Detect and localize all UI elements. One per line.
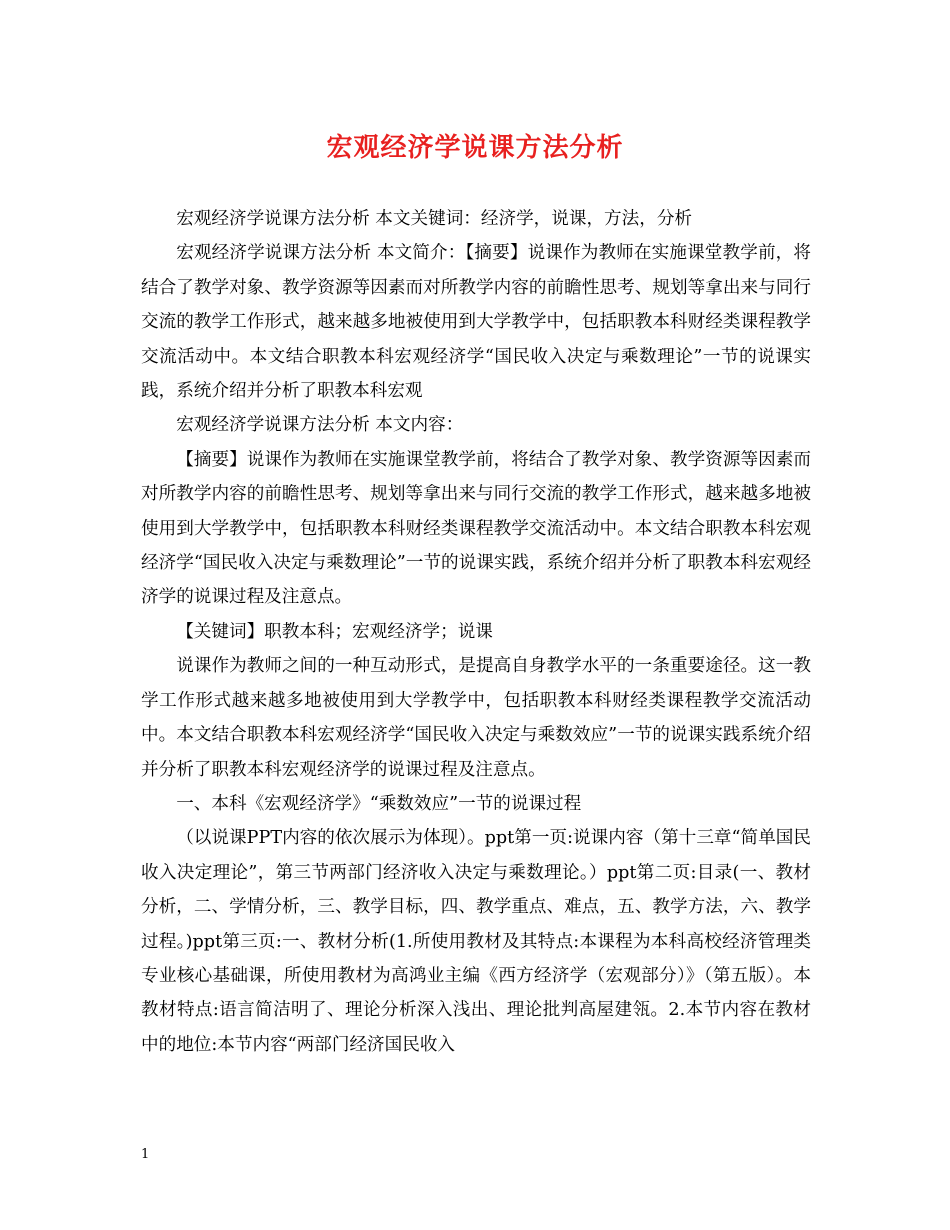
paragraph-ppt-outline: （以说课PPT内容的依次展示为体现）。ppt第一页:说课内容（第十三章“简单国民收入决定理论”，第三节两部门经济收入决定与乘数理论。）ppt第二页:目录(一、教材分析，二、学情分析，三、教学目标，四、教学重点、难点，五、教学方法，六、教学过程。)ppt第三页:一、教材分析(1.所使用教材及其特点:本课程为本科高校经济管理类专业核心基础课，所使用教材为高鸿业主编《西方经济学（宏观部分）》（第五版）。本教材特点:语言简洁明了、理论分析深入浅出、理论批判高屋建瓴。2.本节内容在教材中的地位:本节内容“两部门经济国民收入 [141, 828, 811, 1055]
paragraph-summary: 宏观经济学说课方法分析 本文简介：【摘要】说课作为教师在实施课堂教学前，将结合了教学对象、教学资源等因素而对所教学内容的前瞻性思考、规划等拿出来与同行交流的教学工作形式，越来越多地被使用到大学教学中，包括职教本科财经类课程教学交流活动中。本文结合职教本科宏观经济学“国民收入决定与乘数理论”一节的说课实践，系统介绍并分析了职教本科宏观 [141, 243, 811, 402]
paragraph-abstract: 【摘要】说课作为教师在实施课堂教学前，将结合了教学对象、教学资源等因素而对所教学内容的前瞻性思考、规划等拿出来与同行交流的教学工作形式，越来越多地被使用到大学教学中，包括职教本科财经类课程教学交流活动中。本文结合职教本科宏观经济学“国民收入决定与乘数理论”一节的说课实践，系统介绍并分析了职教本科宏观经济学的说课过程及注意点。 [141, 449, 811, 608]
paragraph-key-terms: 【关键词】职教本科；宏观经济学；说课 [176, 621, 493, 642]
paragraph-keywords: 宏观经济学说课方法分析 本文关键词：经济学，说课，方法，分析 [176, 209, 693, 229]
page-number: 1 [141, 1147, 150, 1162]
document-body [141, 202, 811, 1062]
section-heading: 一、本科《宏观经济学》“乘数效应”一节的说课过程 [176, 793, 582, 814]
paragraph-content-heading: 宏观经济学说课方法分析 本文内容： [176, 415, 464, 436]
paragraph-introduction: 说课作为教师之间的一种互动形式，是提高自身教学水平的一条重要途径。这一教学工作形式越来越多地被使用到大学教学中，包括职教本科财经类课程教学交流活动中。本文结合职教本科宏观经济学“国民收入决定与乘数效应”一节的说课实践系统介绍并分析了职教本科宏观经济学的说课过程及注意点。 [141, 656, 811, 780]
document-title: 宏观经济学说课方法分析 [326, 133, 624, 163]
